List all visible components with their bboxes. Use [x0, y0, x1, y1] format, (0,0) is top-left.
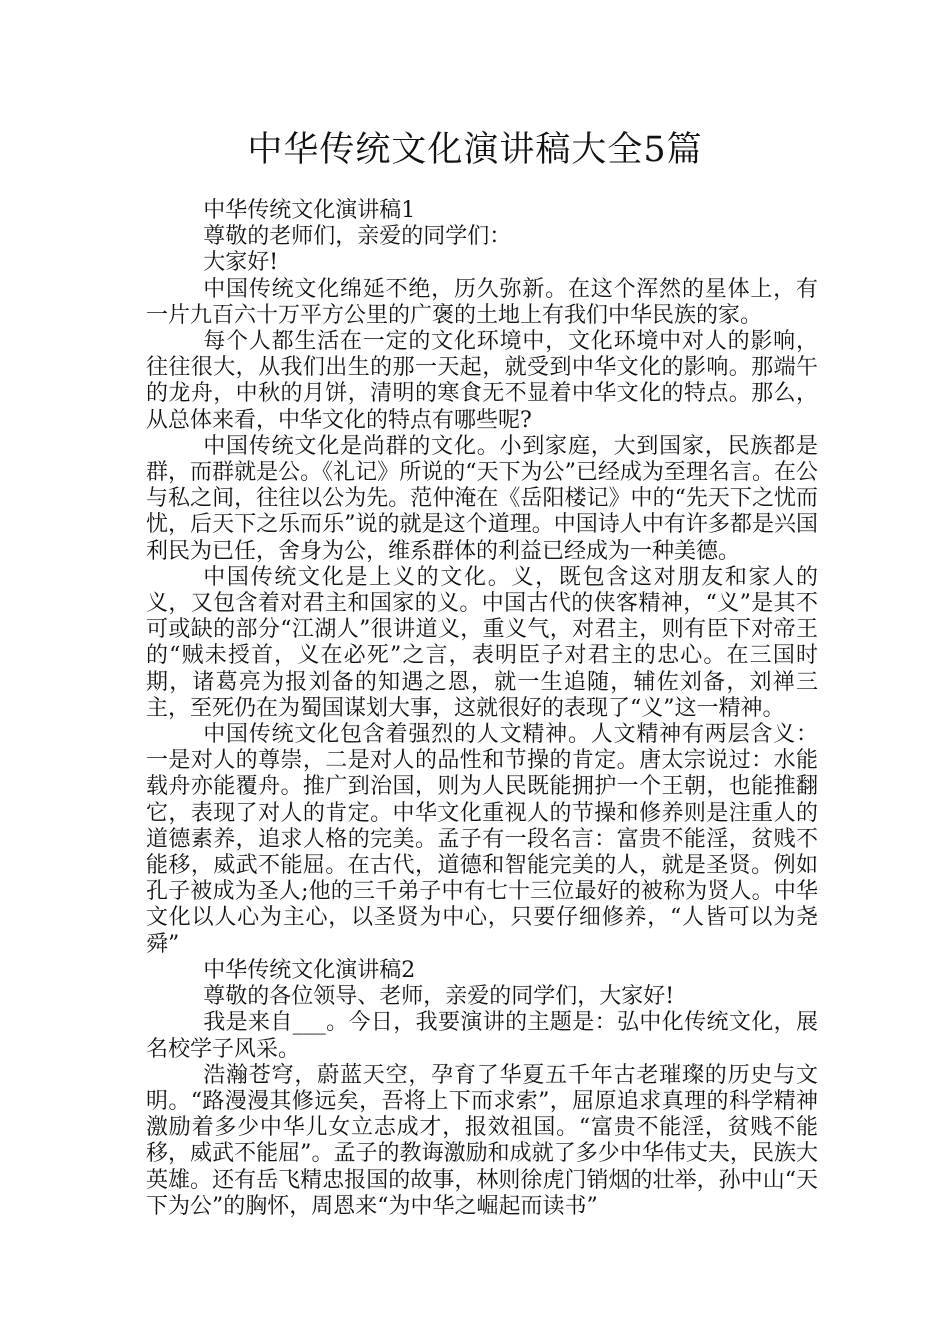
paragraph: 浩瀚苍穹，蔚蓝天空，孕育了华夏五千年古老璀璨的历史与文明。“路漫漫其修远矣，吾将上下而求索”，屈原追求真理的科学精神激励着多少中华儿女立志成才，报效祖国。“富贵不能淫，贫贱不能移，威武不能屈”。孟子的教诲激励和成就了多少中华伟丈夫，民族大英雄。还有岳飞精忠报国的故事，林则徐虎门销烟的壮举，孙中山“天下为公”的胸怀，周恩来“为中华之崛起而读书”: [146, 1062, 818, 1219]
paragraph: 中国传统文化是上义的文化。义，既包含这对朋友和家人的义，又包含着对君主和国家的义。中国古代的侠客精神，“义”是其不可或缺的部分“江湖人”很讲道义，重义气，对君主，则有臣下对帝王的“贼未授首，义在必死”之言，表明臣子对君主的忠心。在三国时期，诸葛亮为报刘备的知遇之恩，就一生追随，辅佐刘备，刘禅三主，至死仍在为蜀国谋划大事，这就很好的表现了“义”这一精神。: [146, 564, 818, 721]
paragraph: 我是来自___。今日，我要演讲的主题是：弘中化传统文化，展名校学子风采。: [146, 1010, 818, 1062]
paragraph: 中国传统文化包含着强烈的人文精神。人文精神有两层含义：一是对人的尊崇，二是对人的品性和节操的肯定。唐太宗说过：水能载舟亦能覆舟。推广到治国，则为人民既能拥护一个王朝，也能推翻它，表现了对人的肯定。中华文化重视人的节操和修养则是注重人的道德素养，追求人格的完美。孟子有一段名言：富贵不能淫，贫贱不能移，威武不能屈。在古代，道德和智能完美的人，就是圣贤。例如孔子被成为圣人;他的三千弟子中有七十三位最好的被称为贤人。中华文化以人心为主心，以圣贤为中心，只要仔细修养，“人皆可以为尧舜”: [146, 722, 818, 957]
paragraph: 大家好!: [203, 250, 279, 276]
document-body: [146, 198, 818, 1220]
paragraph: 尊敬的老师们，亲爱的同学们：: [203, 224, 512, 250]
paragraph: 中华传统文化演讲稿1: [203, 198, 416, 223]
paragraph: 中华传统文化演讲稿2: [203, 957, 416, 983]
paragraph: 中国传统文化绵延不绝，历久弥新。在这个浑然的星体上，有一片九百六十万平方公里的广褒的土地上有我们中华民族的家。: [146, 276, 818, 328]
paragraph: 中国传统文化是尚群的文化。小到家庭，大到国家，民族都是群，而群就是公。《礼记》所说的“天下为公”已经成为至理名言。在公与私之间，往往以公为先。范仲淹在《岳阳楼记》中的“先天下之忧而忧，后天下之乐而乐”说的就是这个道理。中国诗人中有许多都是兴国利民为已任，舍身为公，维系群体的利益已经成为一种美德。: [146, 433, 818, 564]
paragraph: 尊敬的各位领导、老师，亲爱的同学们，大家好!: [203, 984, 675, 1010]
document-title: 中华传统文化演讲稿大全5篇: [247, 130, 703, 170]
paragraph: 每个人都生活在一定的文化环境中，文化环境中对人的影响，往往很大，从我们出生的那一天起，就受到中华文化的影响。那端午的龙舟，中秋的月饼，清明的寒食无不显着中华文化的特点。那么，从总体来看，中华文化的特点有哪些呢?: [146, 329, 818, 433]
